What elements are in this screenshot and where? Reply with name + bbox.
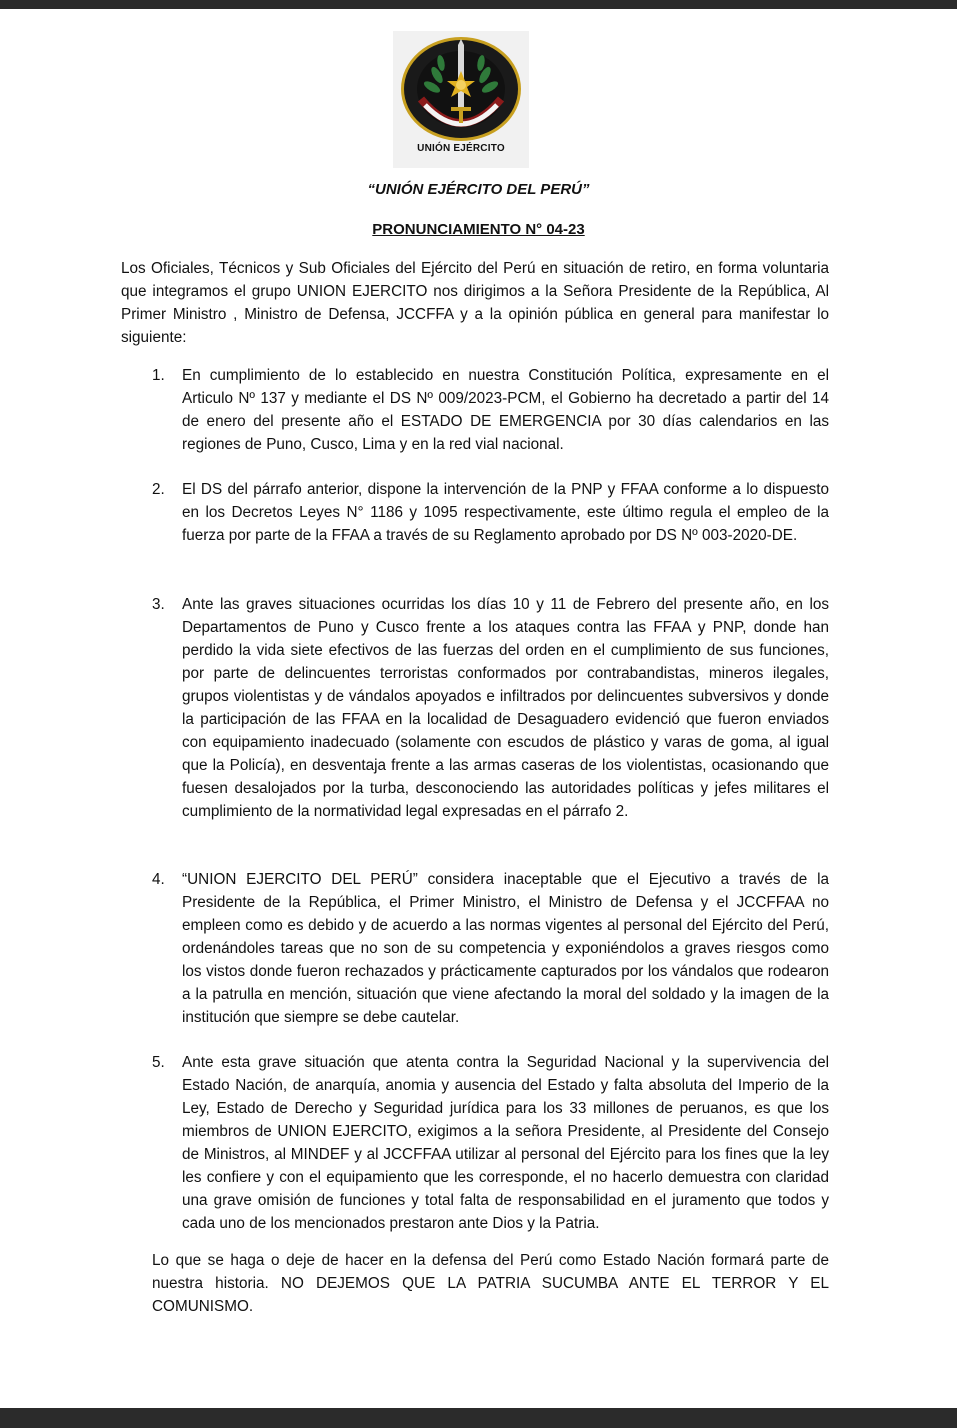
item-number: 4. xyxy=(152,871,165,888)
list-item: “UNION EJERCITO DEL PERÚ” considera inaceptable que el Ejecutivo a través de la Presidente de la República, el Primer Ministro, el Ministro de Defensa y el JCCFFAA no empleen como es debido y de acuerdo a las normas vigentes al personal del Ejército del Perú, ordenándoles tareas que no son de su competencia y exponiéndolos a graves riesgos como los vistos donde fueron rechazados y prácticamente capturados por los vándalos que rodearon a la patrulla en mención, situación que viene afectando la moral del soldado y la imagen de la institución que siempre se debe cautelar. xyxy=(182,871,829,1026)
logo-label: UNIÓN EJÉRCITO xyxy=(417,143,505,154)
list-item: Ante esta grave situación que atenta contra la Seguridad Nacional y la supervivencia del Estado Nación, de anarquía, anomia y ausencia del Estado y falta absoluta del Imperio de la Ley, Estado de Derecho y Seguridad jurídica para los 33 millones de peruanos, es que los miembros de UNION EJERCITO, exigimos a la señora Presidente, al Presidente del Consejo de Ministros, al MINDEF y al JCCFFAA utilizar al personal del Ejército para los fines que la ley les confiere y con el equipamiento que les corresponde, el no hacerlo demuestra con claridad una grave omisión de funciones y total falta de responsabilidad en el juramento que todos y cada uno de los mencionados prestaron ante Dios y la Patria. xyxy=(182,1054,829,1232)
bottom-dark-bar xyxy=(0,1408,957,1428)
document-title: “UNIÓN EJÉRCITO DEL PERÚ” xyxy=(367,181,590,198)
intro-paragraph: Los Oficiales, Técnicos y Sub Oficiales del Ejército del Perú en situación de retiro, en forma voluntaria que integramos el grupo UNION EJERCITO nos dirigimos a la Señora Presidente de la República, Al Primer Ministro , Ministro de Defensa, JCCFFA y a la opinión pública en general para manifestar lo siguiente: xyxy=(121,260,829,346)
document-subtitle: PRONUNCIAMIENTO N° 04-23 xyxy=(372,221,585,238)
list-item: Ante las graves situaciones ocurridas los días 10 y 11 de Febrero del presente año, en los Departamentos de Puno y Cusco frente a los ataques contra las FFAA y PNP, donde han perdido la vida siete efectivos de las fuerzas del orden en el cumplimiento de sus funciones, por parte de delincuentes terroristas conformados por contrabandistas, mineros ilegales, grupos violentistas y de vándalos apoyados e infiltrados por delincuentes subversivos y donde la participación de las FFAA en la localidad de Desaguadero evidenció que fueron enviados con equipamiento inadecuado (solamente con escudos de plástico y varas de goma, al igual que la Policía), en desventaja frente a las armas caseras de los violentistas, ocasionando que fuesen desalojados por la turba, desconociendo las autoridades políticas y jefes militares el cumplimiento de la normatividad legal expresadas en el párrafo 2. xyxy=(182,596,829,820)
list-item: En cumplimiento de lo establecido en nuestra Constitución Política, expresamente en el Articulo Nº 137 y mediante el DS Nº 009/2023-PCM, el Gobierno ha decretado a partir del 14 de enero del presente año el ESTADO DE EMERGENCIA por 30 días calendarios en las regiones de Puno, Cusco, Lima y en la red vial nacional. xyxy=(182,367,829,453)
item-number: 1. xyxy=(152,367,165,384)
list-item: El DS del párrafo anterior, dispone la intervención de la PNP y FFAA conforme a lo dispuesto en los Decretos Leyes N° 1186 y 1095 respectivamente, este último regula el empleo de la fuerza por parte de la FFAA a través de su Reglamento aprobado por DS Nº 003-2020-DE. xyxy=(182,481,829,544)
emblem-icon xyxy=(399,35,523,143)
item-number: 5. xyxy=(152,1054,165,1071)
top-dark-bar xyxy=(0,0,957,9)
item-number: 2. xyxy=(152,481,165,498)
union-ejercito-logo xyxy=(393,31,529,168)
closing-paragraph: Lo que se haga o deje de hacer en la defensa del Perú como Estado Nación formará parte de nuestra historia. NO DEJEMOS QUE LA PATRIA SUCUMBA ANTE EL TERROR Y EL COMUNISMO. xyxy=(152,1252,829,1315)
item-number: 3. xyxy=(152,596,165,613)
